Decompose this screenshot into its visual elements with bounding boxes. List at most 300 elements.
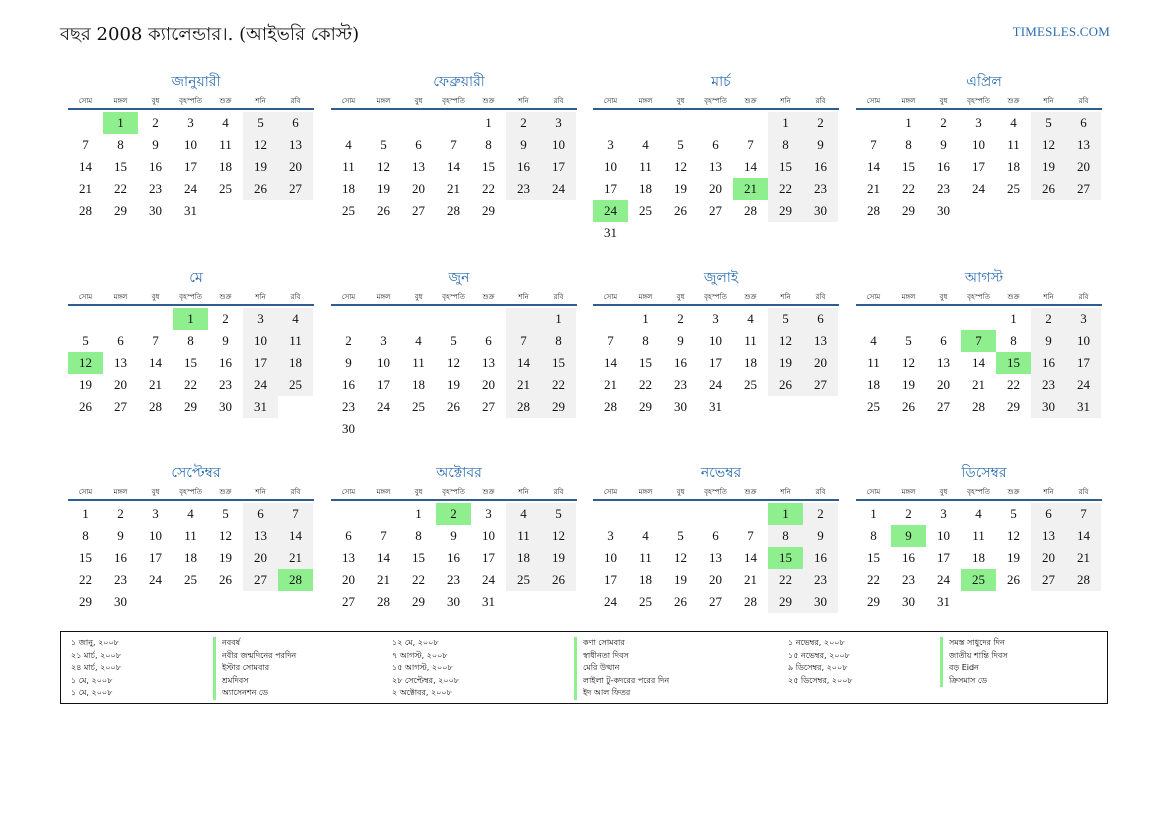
day-cell[interactable]: 13 [803,330,838,352]
day-cell[interactable]: 27 [1031,569,1066,591]
day-cell[interactable]: 7 [607,333,614,348]
day-cell[interactable]: 6 [712,137,719,152]
day-cell[interactable]: 24 [972,181,985,196]
day-cell[interactable]: 18 [639,181,652,196]
day-cell[interactable]: 11 [412,355,425,370]
holiday-day[interactable]: 28 [278,569,313,591]
day-cell[interactable]: 23 [219,377,232,392]
day-cell[interactable]: 30 [803,200,838,222]
day-cell[interactable]: 28 [377,594,390,609]
day-cell[interactable]: 2 [803,112,838,134]
day-cell[interactable]: 25 [506,569,541,591]
day-cell[interactable]: 25 [639,203,652,218]
day-cell[interactable]: 24 [604,594,617,609]
day-cell[interactable]: 3 [940,506,947,521]
day-cell[interactable]: 8 [485,137,492,152]
day-cell[interactable]: 11 [219,137,232,152]
day-cell[interactable]: 13 [412,159,425,174]
day-cell[interactable]: 4 [506,503,541,525]
day-cell[interactable]: 6 [117,333,124,348]
day-cell[interactable]: 23 [114,572,127,587]
day-cell[interactable]: 9 [940,137,947,152]
day-cell[interactable]: 14 [972,355,985,370]
day-cell[interactable]: 9 [345,355,352,370]
day-cell[interactable]: 9 [803,134,838,156]
day-cell[interactable]: 15 [768,156,803,178]
day-cell[interactable]: 3 [243,308,278,330]
day-cell[interactable]: 4 [975,506,982,521]
day-cell[interactable]: 24 [243,374,278,396]
day-cell[interactable]: 17 [604,572,617,587]
day-cell[interactable]: 9 [1031,330,1066,352]
day-cell[interactable]: 12 [674,550,687,565]
day-cell[interactable]: 24 [149,572,162,587]
day-cell[interactable]: 29 [184,399,197,414]
day-cell[interactable]: 4 [345,137,352,152]
day-cell[interactable]: 5 [380,137,387,152]
day-cell[interactable]: 8 [415,528,422,543]
day-cell[interactable]: 27 [114,399,127,414]
day-cell[interactable]: 28 [1066,569,1101,591]
day-cell[interactable]: 27 [1066,178,1101,200]
day-cell[interactable]: 11 [506,525,541,547]
holiday-day[interactable]: 15 [768,547,803,569]
day-cell[interactable]: 26 [1031,178,1066,200]
day-cell[interactable]: 6 [712,528,719,543]
day-cell[interactable]: 30 [149,203,162,218]
day-cell[interactable]: 13 [709,159,722,174]
day-cell[interactable]: 7 [278,503,313,525]
day-cell[interactable]: 8 [642,333,649,348]
day-cell[interactable]: 20 [114,377,127,392]
day-cell[interactable]: 11 [867,355,880,370]
day-cell[interactable]: 16 [937,159,950,174]
day-cell[interactable]: 13 [937,355,950,370]
day-cell[interactable]: 18 [412,377,425,392]
day-cell[interactable]: 28 [972,399,985,414]
day-cell[interactable]: 16 [114,550,127,565]
day-cell[interactable]: 16 [506,156,541,178]
holiday-day[interactable]: 2 [436,503,471,525]
day-cell[interactable]: 20 [803,352,838,374]
day-cell[interactable]: 31 [604,225,617,240]
day-cell[interactable]: 9 [152,137,159,152]
day-cell[interactable]: 20 [278,156,313,178]
day-cell[interactable]: 5 [243,112,278,134]
day-cell[interactable]: 11 [639,550,652,565]
day-cell[interactable]: 26 [674,203,687,218]
day-cell[interactable]: 1 [642,311,649,326]
day-cell[interactable]: 8 [905,137,912,152]
day-cell[interactable]: 22 [1007,377,1020,392]
day-cell[interactable]: 30 [114,594,127,609]
day-cell[interactable]: 24 [184,181,197,196]
day-cell[interactable]: 14 [149,355,162,370]
day-cell[interactable]: 3 [607,137,614,152]
day-cell[interactable]: 4 [278,308,313,330]
day-cell[interactable]: 5 [222,506,229,521]
day-cell[interactable]: 3 [380,333,387,348]
day-cell[interactable]: 26 [243,178,278,200]
day-cell[interactable]: 10 [604,550,617,565]
day-cell[interactable]: 7 [380,528,387,543]
day-cell[interactable]: 3 [187,115,194,130]
day-cell[interactable]: 17 [377,377,390,392]
day-cell[interactable]: 4 [187,506,194,521]
day-cell[interactable]: 8 [870,528,877,543]
day-cell[interactable]: 5 [768,308,803,330]
day-cell[interactable]: 8 [768,134,803,156]
day-cell[interactable]: 5 [450,333,457,348]
day-cell[interactable]: 11 [639,159,652,174]
day-cell[interactable]: 23 [937,181,950,196]
day-cell[interactable]: 5 [677,528,684,543]
day-cell[interactable]: 7 [450,137,457,152]
day-cell[interactable]: 25 [639,594,652,609]
day-cell[interactable]: 11 [972,528,985,543]
day-cell[interactable]: 3 [712,311,719,326]
day-cell[interactable]: 5 [82,333,89,348]
day-cell[interactable]: 25 [744,377,757,392]
day-cell[interactable]: 4 [222,115,229,130]
day-cell[interactable]: 23 [342,399,355,414]
day-cell[interactable]: 17 [937,550,950,565]
day-cell[interactable]: 19 [674,181,687,196]
day-cell[interactable]: 3 [607,528,614,543]
day-cell[interactable]: 25 [342,203,355,218]
day-cell[interactable]: 25 [412,399,425,414]
day-cell[interactable]: 1 [541,308,576,330]
day-cell[interactable]: 1 [415,506,422,521]
day-cell[interactable]: 16 [803,547,838,569]
day-cell[interactable]: 1 [82,506,89,521]
day-cell[interactable]: 7 [1066,503,1101,525]
day-cell[interactable]: 22 [184,377,197,392]
day-cell[interactable]: 21 [1066,547,1101,569]
day-cell[interactable]: 29 [768,200,803,222]
day-cell[interactable]: 24 [482,572,495,587]
day-cell[interactable]: 18 [972,550,985,565]
day-cell[interactable]: 5 [1031,112,1066,134]
holiday-day[interactable]: 1 [173,308,208,330]
day-cell[interactable]: 23 [674,377,687,392]
holiday-day[interactable]: 7 [961,330,996,352]
day-cell[interactable]: 10 [937,528,950,543]
day-cell[interactable]: 4 [642,137,649,152]
day-cell[interactable]: 20 [1031,547,1066,569]
day-cell[interactable]: 31 [709,399,722,414]
day-cell[interactable]: 2 [222,311,229,326]
day-cell[interactable]: 17 [184,159,197,174]
day-cell[interactable]: 12 [674,159,687,174]
day-cell[interactable]: 8 [541,330,576,352]
day-cell[interactable]: 12 [447,355,460,370]
day-cell[interactable]: 19 [902,377,915,392]
day-cell[interactable]: 19 [377,181,390,196]
day-cell[interactable]: 23 [803,569,838,591]
day-cell[interactable]: 10 [604,159,617,174]
day-cell[interactable]: 15 [184,355,197,370]
holiday-day[interactable]: 24 [593,200,628,222]
day-cell[interactable]: 2 [940,115,947,130]
day-cell[interactable]: 30 [937,203,950,218]
day-cell[interactable]: 28 [744,594,757,609]
day-cell[interactable]: 26 [447,399,460,414]
day-cell[interactable]: 16 [219,355,232,370]
day-cell[interactable]: 12 [1031,134,1066,156]
day-cell[interactable]: 5 [1010,506,1017,521]
day-cell[interactable]: 17 [604,181,617,196]
day-cell[interactable]: 21 [79,181,92,196]
day-cell[interactable]: 24 [937,572,950,587]
day-cell[interactable]: 9 [222,333,229,348]
day-cell[interactable]: 2 [803,503,838,525]
day-cell[interactable]: 15 [902,159,915,174]
day-cell[interactable]: 10 [482,528,495,543]
day-cell[interactable]: 31 [1066,396,1101,418]
day-cell[interactable]: 11 [1007,137,1020,152]
day-cell[interactable]: 26 [768,374,803,396]
day-cell[interactable]: 23 [1031,374,1066,396]
day-cell[interactable]: 7 [747,528,754,543]
day-cell[interactable]: 2 [117,506,124,521]
site-link[interactable]: TIMESLES.COM [1012,24,1110,39]
day-cell[interactable]: 23 [902,572,915,587]
day-cell[interactable]: 14 [604,355,617,370]
day-cell[interactable]: 22 [639,377,652,392]
day-cell[interactable]: 30 [803,591,838,613]
day-cell[interactable]: 7 [870,137,877,152]
day-cell[interactable]: 15 [79,550,92,565]
day-cell[interactable]: 3 [485,506,492,521]
day-cell[interactable]: 5 [905,333,912,348]
day-cell[interactable]: 20 [243,547,278,569]
day-cell[interactable]: 17 [972,159,985,174]
day-cell[interactable]: 31 [482,594,495,609]
day-cell[interactable]: 18 [506,547,541,569]
day-cell[interactable]: 22 [412,572,425,587]
day-cell[interactable]: 18 [342,181,355,196]
day-cell[interactable]: 4 [1010,115,1017,130]
day-cell[interactable]: 6 [485,333,492,348]
day-cell[interactable]: 16 [447,550,460,565]
day-cell[interactable]: 23 [447,572,460,587]
day-cell[interactable]: 10 [377,355,390,370]
day-cell[interactable]: 9 [506,134,541,156]
day-cell[interactable]: 30 [902,594,915,609]
day-cell[interactable]: 29 [1007,399,1020,414]
day-cell[interactable]: 17 [709,355,722,370]
day-cell[interactable]: 6 [803,308,838,330]
day-cell[interactable]: 29 [902,203,915,218]
day-cell[interactable]: 21 [506,374,541,396]
day-cell[interactable]: 2 [345,333,352,348]
day-cell[interactable]: 28 [604,399,617,414]
day-cell[interactable]: 24 [709,377,722,392]
day-cell[interactable]: 27 [243,569,278,591]
day-cell[interactable]: 18 [219,159,232,174]
day-cell[interactable]: 19 [219,550,232,565]
holiday-day[interactable]: 25 [961,569,996,591]
day-cell[interactable]: 14 [1066,525,1101,547]
day-cell[interactable]: 20 [1066,156,1101,178]
day-cell[interactable]: 18 [1007,159,1020,174]
day-cell[interactable]: 18 [278,352,313,374]
day-cell[interactable]: 16 [342,377,355,392]
day-cell[interactable]: 15 [541,352,576,374]
day-cell[interactable]: 22 [541,374,576,396]
day-cell[interactable]: 11 [342,159,355,174]
day-cell[interactable]: 19 [79,377,92,392]
day-cell[interactable]: 1 [1010,311,1017,326]
day-cell[interactable]: 14 [744,550,757,565]
day-cell[interactable]: 19 [1031,156,1066,178]
day-cell[interactable]: 20 [709,181,722,196]
day-cell[interactable]: 27 [709,203,722,218]
day-cell[interactable]: 6 [1066,112,1101,134]
day-cell[interactable]: 18 [639,572,652,587]
day-cell[interactable]: 30 [447,594,460,609]
day-cell[interactable]: 18 [867,377,880,392]
day-cell[interactable]: 23 [149,181,162,196]
day-cell[interactable]: 29 [79,594,92,609]
day-cell[interactable]: 24 [377,399,390,414]
day-cell[interactable]: 15 [482,159,495,174]
day-cell[interactable]: 11 [278,330,313,352]
day-cell[interactable]: 24 [1066,374,1101,396]
day-cell[interactable]: 13 [278,134,313,156]
day-cell[interactable]: 2 [905,506,912,521]
day-cell[interactable]: 13 [342,550,355,565]
day-cell[interactable]: 19 [768,352,803,374]
day-cell[interactable]: 29 [867,594,880,609]
day-cell[interactable]: 31 [937,594,950,609]
day-cell[interactable]: 17 [149,550,162,565]
day-cell[interactable]: 25 [184,572,197,587]
day-cell[interactable]: 27 [803,374,838,396]
day-cell[interactable]: 20 [412,181,425,196]
day-cell[interactable]: 4 [415,333,422,348]
day-cell[interactable]: 28 [79,203,92,218]
holiday-day[interactable]: 21 [733,178,768,200]
day-cell[interactable]: 14 [867,159,880,174]
day-cell[interactable]: 25 [1007,181,1020,196]
day-cell[interactable]: 4 [642,528,649,543]
day-cell[interactable]: 28 [149,399,162,414]
day-cell[interactable]: 19 [447,377,460,392]
day-cell[interactable]: 25 [867,399,880,414]
day-cell[interactable]: 17 [482,550,495,565]
day-cell[interactable]: 9 [803,525,838,547]
day-cell[interactable]: 26 [541,569,576,591]
day-cell[interactable]: 21 [972,377,985,392]
day-cell[interactable]: 21 [744,572,757,587]
day-cell[interactable]: 11 [744,333,757,348]
day-cell[interactable]: 6 [415,137,422,152]
day-cell[interactable]: 27 [342,594,355,609]
day-cell[interactable]: 7 [82,137,89,152]
day-cell[interactable]: 5 [541,503,576,525]
day-cell[interactable]: 30 [342,421,355,436]
day-cell[interactable]: 3 [152,506,159,521]
day-cell[interactable]: 15 [867,550,880,565]
day-cell[interactable]: 19 [243,156,278,178]
day-cell[interactable]: 9 [117,528,124,543]
day-cell[interactable]: 21 [149,377,162,392]
day-cell[interactable]: 25 [219,181,232,196]
day-cell[interactable]: 12 [377,159,390,174]
day-cell[interactable]: 26 [79,399,92,414]
day-cell[interactable]: 22 [867,572,880,587]
day-cell[interactable]: 19 [674,572,687,587]
day-cell[interactable]: 6 [345,528,352,543]
day-cell[interactable]: 16 [803,156,838,178]
day-cell[interactable]: 4 [747,311,754,326]
day-cell[interactable]: 2 [506,112,541,134]
day-cell[interactable]: 14 [744,159,757,174]
day-cell[interactable]: 17 [541,156,576,178]
day-cell[interactable]: 8 [117,137,124,152]
day-cell[interactable]: 13 [1031,525,1066,547]
day-cell[interactable]: 19 [1007,550,1020,565]
day-cell[interactable]: 20 [937,377,950,392]
day-cell[interactable]: 23 [506,178,541,200]
day-cell[interactable]: 14 [79,159,92,174]
day-cell[interactable]: 17 [1066,352,1101,374]
day-cell[interactable]: 9 [450,528,457,543]
day-cell[interactable]: 15 [639,355,652,370]
day-cell[interactable]: 3 [975,115,982,130]
day-cell[interactable]: 8 [1010,333,1017,348]
holiday-day[interactable]: 1 [768,503,803,525]
day-cell[interactable]: 19 [541,547,576,569]
day-cell[interactable]: 25 [278,374,313,396]
holiday-day[interactable]: 9 [891,525,926,547]
day-cell[interactable]: 16 [1031,352,1066,374]
day-cell[interactable]: 13 [1066,134,1101,156]
day-cell[interactable]: 13 [114,355,127,370]
day-cell[interactable]: 28 [447,203,460,218]
day-cell[interactable]: 23 [803,178,838,200]
day-cell[interactable]: 6 [940,333,947,348]
day-cell[interactable]: 17 [243,352,278,374]
day-cell[interactable]: 29 [639,399,652,414]
day-cell[interactable]: 29 [768,591,803,613]
day-cell[interactable]: 12 [243,134,278,156]
day-cell[interactable]: 4 [870,333,877,348]
day-cell[interactable]: 2 [1031,308,1066,330]
day-cell[interactable]: 12 [902,355,915,370]
day-cell[interactable]: 6 [278,112,313,134]
day-cell[interactable]: 16 [902,550,915,565]
day-cell[interactable]: 1 [768,112,803,134]
day-cell[interactable]: 22 [902,181,915,196]
day-cell[interactable]: 20 [342,572,355,587]
day-cell[interactable]: 22 [482,181,495,196]
day-cell[interactable]: 21 [447,181,460,196]
day-cell[interactable]: 10 [541,134,576,156]
day-cell[interactable]: 13 [709,550,722,565]
day-cell[interactable]: 20 [709,572,722,587]
holiday-day[interactable]: 15 [996,352,1031,374]
day-cell[interactable]: 3 [1066,308,1101,330]
day-cell[interactable]: 1 [905,115,912,130]
day-cell[interactable]: 22 [114,181,127,196]
day-cell[interactable]: 9 [677,333,684,348]
day-cell[interactable]: 29 [412,594,425,609]
day-cell[interactable]: 15 [412,550,425,565]
day-cell[interactable]: 6 [243,503,278,525]
